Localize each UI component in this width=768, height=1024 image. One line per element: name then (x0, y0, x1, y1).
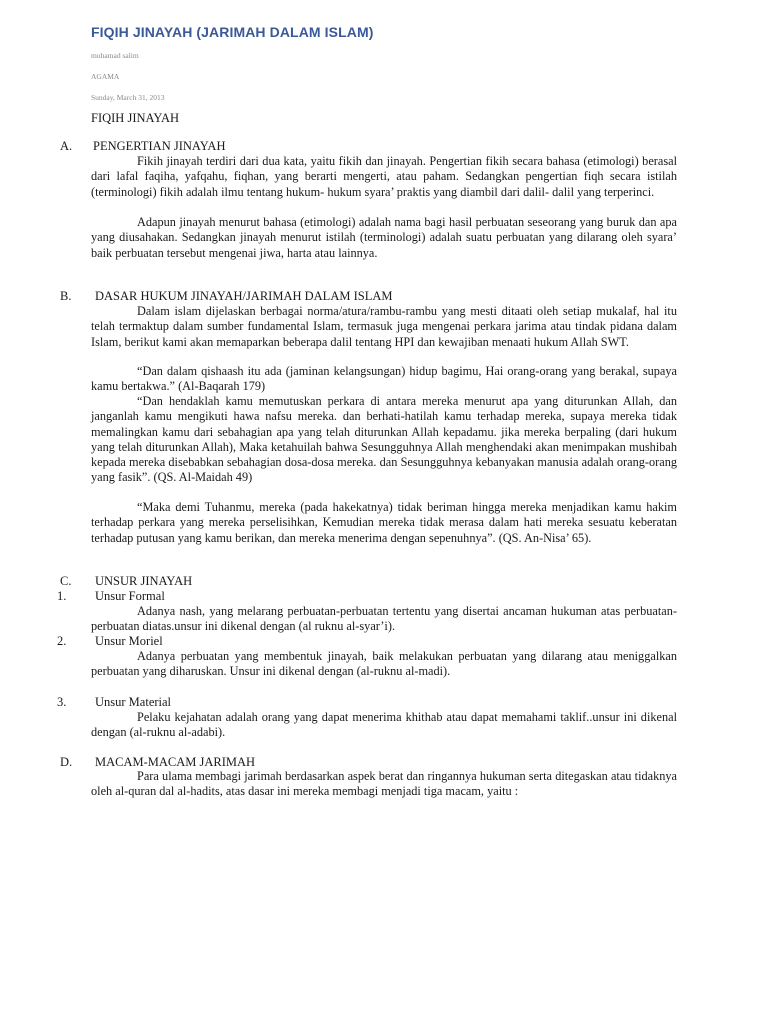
section-a-paragraph-2: Adapun jinayah menurut bahasa (etimologi) adalah nama bagi hasil perbuatan seseorang yang buruk dan apa yang diusahakan. Sedangkan jinayah menurut istilah (terminologi) adalah suatu perbuatan yang dilarang oleh syara’ baik perbuatan tersebut mengenai jiwa, harta atau lainnya. (91, 215, 677, 260)
unsur-item-text: Adanya perbuatan yang membentuk jinayah, baik melakukan perbuatan yang dilarang atau meniggalkan perbuatan yang diharuskan. Unsur ini dikenal dengan (al-ruknu al-madi). (91, 649, 677, 679)
section-d-label: D. (60, 755, 73, 769)
section-d-title: MACAM-MACAM JARIMAH (95, 755, 256, 769)
section-a-title: PENGERTIAN JINAYAH (93, 139, 226, 153)
section-c-title: UNSUR JINAYAH (95, 574, 193, 588)
post-date: Sunday, March 31, 2013 (91, 93, 165, 102)
unsur-item-title: Unsur Formal (95, 589, 165, 603)
unsur-item-number: 2. (57, 634, 67, 648)
section-c-label: C. (60, 574, 72, 588)
section-b-paragraph-1: Dalam islam dijelaskan berbagai norma/atura/rambu-rambu yang mesti ditaati oleh setiap mukalaf, hal itu telah termaktup dalam sumber fundamental Islam, termasuk juga mengenai perkara jarima atau tindak pidana dalam Islam, berikut kami akan memaparkan beberapa dalil tentang HPI dan kewajiban menaati hukum Allah SWT. (91, 304, 677, 349)
unsur-item-number: 1. (57, 589, 67, 603)
unsur-item-text: Adanya nash, yang melarang perbuatan-perbuatan tertentu yang disertai ancaman hukuman atas perbuatan-perbuatan diatas.unsur ini dikenal dengan (al ruknu al-syar’i). (91, 604, 677, 634)
post-category[interactable]: AGAMA (91, 72, 120, 81)
unsur-item-title: Unsur Material (95, 695, 172, 709)
section-a-paragraph-1: Fikih jinayah terdiri dari dua kata, yaitu fikih dan jinayah. Pengertian fikih secara bahasa (etimologi) berasal dari lafal faqiha, yafqahu, fiqhan, yang berarti mengerti, atau paham. Sedangkan pengertian fiqh secara istilah (terminologi) fikih adalah ilmu tentang hukum- hukum syara’ praktis yang diambil dari dalil- dalil yang terperinci. (91, 154, 677, 199)
unsur-item-number: 3. (57, 695, 67, 709)
unsur-item-text: Pelaku kejahatan adalah orang yang dapat menerima khithab atau dapat memahami taklif..unsur ini dikenal dengan (al-ruknu al-adabi). (91, 710, 677, 740)
section-a-label: A. (60, 139, 73, 153)
section-d-paragraph-1: Para ulama membagi jarimah berdasarkan aspek berat dan ringannya hukuman serta ditegaskan atau tidaknya oleh al-quran dal al-hadits, atas dasar ini mereka membagi menjadi tiga macam, yaitu : (91, 769, 677, 799)
section-b-label: B. (60, 289, 72, 303)
section-b-paragraph-2: “Dan dalam qishaash itu ada (jaminan kelangsungan) hidup bagimu, Hai orang-orang yang berakal, supaya kamu bertakwa.” (Al-Baqarah 179) (91, 364, 677, 394)
section-b-paragraph-4: “Maka demi Tuhanmu, mereka (pada hakekatnya) tidak beriman hingga mereka menjadikan kamu hakim terhadap perkara yang mereka perselisihkan, Kemudian mereka tidak merasa dalam hati mereka sesuatu keberatan terhadap putusan yang kamu berikan, dan mereka menerima dengan sepenuhnya”. (QS. An-Nisa’ 65). (91, 500, 677, 545)
section-b-title: DASAR HUKUM JINAYAH/JARIMAH DALAM ISLAM (95, 289, 393, 303)
document-title: FIQIH JINAYAH (91, 111, 180, 125)
post-author[interactable]: muhamad salim (91, 51, 139, 60)
post-title[interactable]: FIQIH JINAYAH (JARIMAH DALAM ISLAM) (91, 24, 374, 40)
section-b-paragraph-3: “Dan hendaklah kamu memutuskan perkara di antara mereka menurut apa yang diturunkan Allah, dan janganlah kamu mengikuti hawa nafsu mereka. dan berhati-hatilah kamu terhadap mereka, supaya mereka tidak memalingkan kamu dari sebahagian apa yang telah diturunkan Allah kepadamu. jika mereka berpaling (dari hukum yang telah diturunkan Allah), Maka ketahuilah bahwa Sesungguhnya Allah menghendaki akan menimpakan mushibah kepada mereka disebabkan sebahagian dosa-dosa mereka. dan Sesungguhnya kebanyakan manusia adalah orang-orang yang fasik”. (QS. Al-Maidah 49) (91, 394, 677, 485)
unsur-item-title: Unsur Moriel (95, 634, 163, 648)
